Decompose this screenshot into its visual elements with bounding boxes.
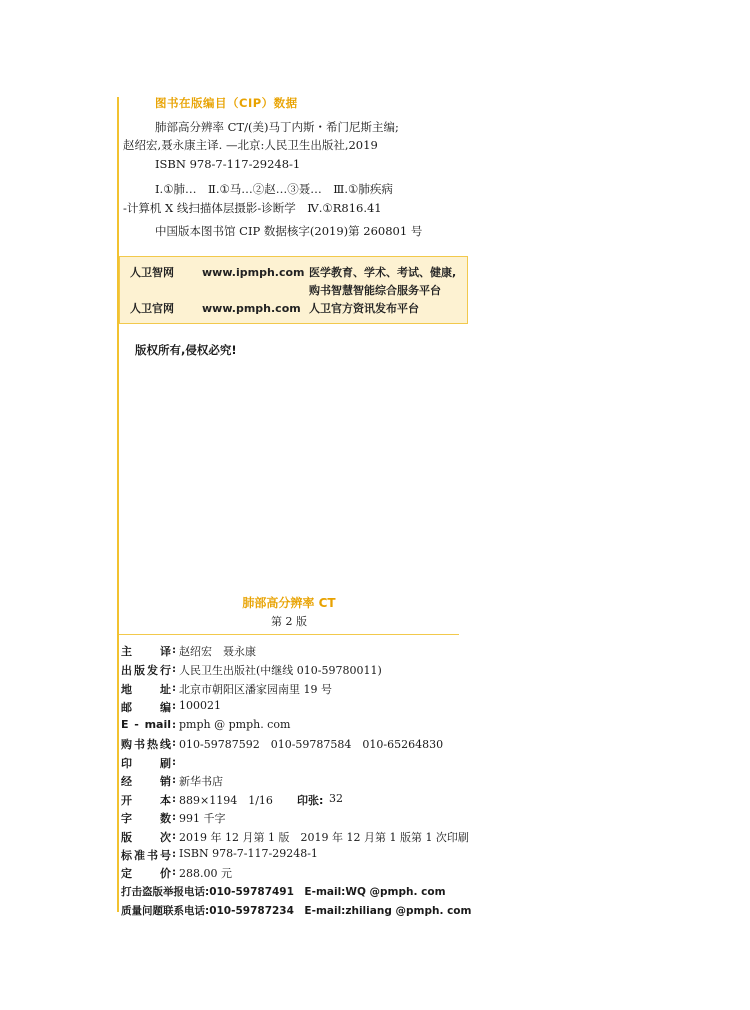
margin-rule <box>117 97 119 912</box>
website-box <box>119 256 468 324</box>
format-label: 开 本 <box>121 794 171 807</box>
cip-line-5: -计算机 X 线扫描体层摄影-诊断学 Ⅳ.①R816.41 <box>123 201 382 215</box>
version-value: 2019 年 12 月第 1 版 2019 年 12 月第 1 版第 1 次印刷 <box>179 831 469 844</box>
quality-contact-line: 质量问题联系电话:010-59787234 E-mail:zhiliang @pmph. com <box>121 905 472 917</box>
ipmph-desc-1: 医学教育、学术、考试、健康, <box>309 266 457 279</box>
cip-line-4: Ⅰ.①肺… Ⅱ.①马…②赵…③聂… Ⅲ.①肺疾病 <box>155 182 393 196</box>
sheets-label: 印张: <box>297 794 324 807</box>
pmph-name: 人卫官网 <box>130 302 174 315</box>
sheets-value: 32 <box>329 792 343 805</box>
pmph-desc: 人卫官方资讯发布平台 <box>309 302 419 315</box>
address-value: 北京市朝阳区潘家园南里 19 号 <box>179 683 332 696</box>
publisher-label: 出版发行 <box>121 664 171 677</box>
price-value: 288.00 元 <box>179 867 232 880</box>
translator-value: 赵绍宏 聂永康 <box>179 645 256 658</box>
book-title: 肺部高分辨率 CT <box>242 596 336 610</box>
cip-line-6: 中国版本图书馆 CIP 数据核字(2019)第 260801 号 <box>155 224 423 238</box>
book-edition: 第 2 版 <box>271 615 307 628</box>
ipmph-name: 人卫智网 <box>130 266 174 279</box>
cip-heading: 图书在版编目（CIP）数据 <box>155 96 298 110</box>
hotline-label: 购书热线 <box>121 738 171 751</box>
cip-line-1: 肺部高分辨率 CT/(美)马丁内斯・希门尼斯主编; <box>155 120 399 134</box>
address-label: 地 址 <box>121 683 171 696</box>
version-label: 版 次 <box>121 831 171 844</box>
distributor-value: 新华书店 <box>179 775 223 788</box>
format-value: 889×1194 1/16 <box>179 794 273 807</box>
distributor-label: 经 销 <box>121 775 171 788</box>
hotline-value: 010-59787592 010-59787584 010-65264830 <box>179 738 444 751</box>
cip-line-3: ISBN 978-7-117-29248-1 <box>155 157 301 171</box>
price-label: 定 价 <box>121 867 171 880</box>
isbn-value: ISBN 978-7-117-29248-1 <box>179 847 318 860</box>
email-label: E - mail <box>121 718 171 731</box>
words-label: 字 数 <box>121 812 171 825</box>
postcode-value: 100021 <box>179 699 221 712</box>
ipmph-desc-2: 购书智慧智能综合服务平台 <box>309 284 441 297</box>
piracy-report-line: 打击盗版举报电话:010-59787491 E-mail:WQ @pmph. com <box>121 886 446 898</box>
publisher-value: 人民卫生出版社(中继线 010-59780011) <box>179 664 382 677</box>
printer-label: 印 刷 <box>121 757 171 770</box>
pmph-url[interactable]: www.pmph.com <box>202 302 301 315</box>
copyright-notice: 版权所有,侵权必究! <box>135 343 237 357</box>
cip-line-2: 赵绍宏,聂永康主译. —北京:人民卫生出版社,2019 <box>123 138 378 152</box>
isbn-label: 标准书号 <box>121 849 171 862</box>
translator-label: 主 译 <box>121 645 171 658</box>
email-value[interactable]: pmph @ pmph. com <box>179 718 291 731</box>
postcode-label: 邮 编 <box>121 701 171 714</box>
words-value: 991 千字 <box>179 812 226 825</box>
divider <box>119 634 459 635</box>
ipmph-url[interactable]: www.ipmph.com <box>202 266 305 279</box>
